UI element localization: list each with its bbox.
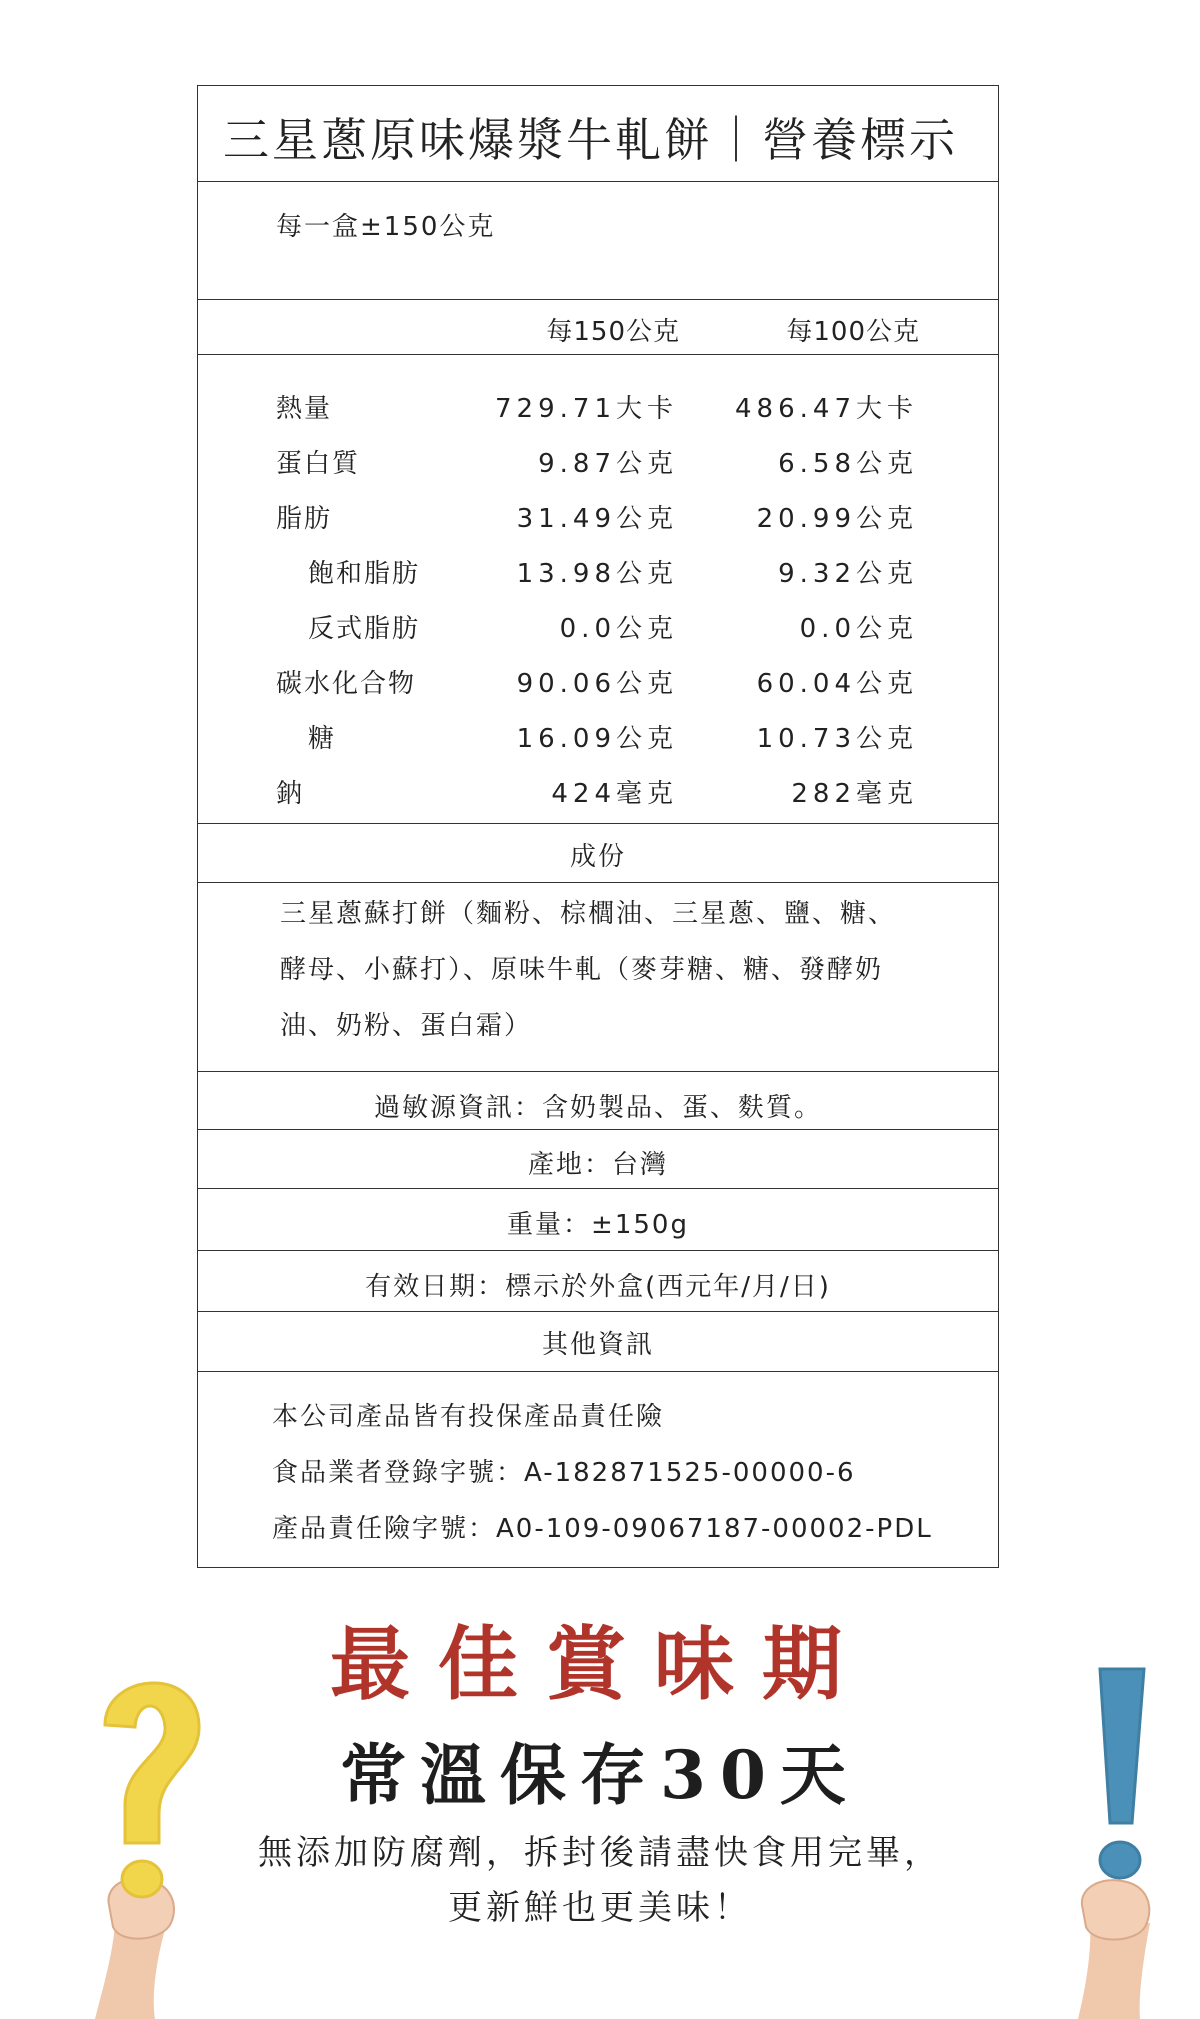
nutrient-value-per100: 60.04公克 [756,669,918,699]
other-info-line: 產品責任險字號：A0-109-09067187-00002-PDL [272,1514,933,1544]
best-before-title: 最佳賞味期 [330,1617,870,1711]
other-info-line: 本公司產品皆有投保產品責任險 [272,1402,665,1432]
nutrient-value-per150: 729.71大卡 [495,394,678,424]
nutrient-value-per150: 9.87公克 [538,449,678,479]
nutrient-value-per100: 282毫克 [791,779,918,809]
nutrient-value-per100: 0.0公克 [799,614,918,644]
divider [198,354,998,355]
nutrient-name: 飽和脂肪 [308,559,421,589]
divider [198,181,998,182]
nutrient-name: 蛋白質 [276,449,361,479]
column-header-per100: 每100公克 [786,317,920,347]
other-info-header: 其他資訊 [541,1330,654,1360]
nutrient-row [198,553,998,593]
label-title: 三星蔥原味爆漿牛軋餅｜營養標示 [223,113,958,167]
nutrient-value-per150: 90.06公克 [516,669,678,699]
nutrient-value-per100: 486.47大卡 [735,394,918,424]
expiry-info: 有效日期：標示於外盒(西元年/月/日) [365,1272,831,1302]
ingredients-line: 油、奶粉、蛋白霜） [280,1011,533,1041]
question-mark-hand-icon [55,1655,215,2019]
divider [198,1371,998,1372]
divider [198,823,998,824]
exclamation-mark-hand-icon [1040,1655,1180,2019]
other-info-list [272,1389,933,1557]
divider [198,1188,998,1189]
nutrient-value-per100: 9.32公克 [778,559,918,589]
nutrition-label-panel [197,85,999,1568]
nutrient-row [198,498,998,538]
ingredients-line: 三星蔥蘇打餅（麵粉、棕櫚油、三星蔥、鹽、糖、 [280,899,897,929]
nutrient-row [198,663,998,703]
nutrient-row [198,443,998,483]
nutrient-value-per150: 424毫克 [551,779,678,809]
allergen-info: 過敏源資訊：含奶製品、蛋、麩質。 [373,1093,822,1123]
storage-duration: 常溫保存30天 [340,1736,860,1814]
ingredients-header: 成份 [569,842,626,872]
column-header-per150: 每150公克 [546,317,680,347]
nutrient-value-per100: 20.99公克 [756,504,918,534]
nutrient-value-per100: 6.58公克 [778,449,918,479]
nutrient-row [198,773,998,813]
nutrient-row [198,718,998,758]
nutrient-value-per150: 13.98公克 [516,559,678,589]
nutrient-value-per150: 31.49公克 [516,504,678,534]
nutrient-value-per100: 10.73公克 [756,724,918,754]
nutrient-name: 鈉 [276,779,305,809]
divider [198,299,998,300]
weight-info: 重量：±150g [507,1210,689,1240]
nutrient-value-per150: 0.0公克 [559,614,678,644]
nutrient-name: 碳水化合物 [276,669,417,699]
nutrient-name: 熱量 [276,394,333,424]
ingredients-line: 酵母、小蘇打）、原味牛軋（麥芽糖、糖、發酵奶 [280,955,884,985]
nutrient-name: 糖 [308,724,337,754]
other-info-line: 食品業者登錄字號：A-182871525-00000-6 [272,1458,856,1488]
origin-info: 產地：台灣 [527,1150,668,1180]
preservative-note-line1: 無添加防腐劑，拆封後請盡快食用完畢， [258,1833,942,1873]
divider [198,882,998,883]
divider [198,1250,998,1251]
divider [198,1129,998,1130]
divider [198,1071,998,1072]
nutrient-row [198,608,998,648]
ingredients-list [280,886,896,1054]
nutrient-name: 脂肪 [276,504,333,534]
nutrient-row [198,388,998,428]
divider [198,1311,998,1312]
serving-size: 每一盒±150公克 [276,212,496,242]
nutrient-name: 反式脂肪 [308,614,421,644]
nutrient-value-per150: 16.09公克 [516,724,678,754]
preservative-note-line2: 更新鮮也更美味！ [448,1888,752,1928]
